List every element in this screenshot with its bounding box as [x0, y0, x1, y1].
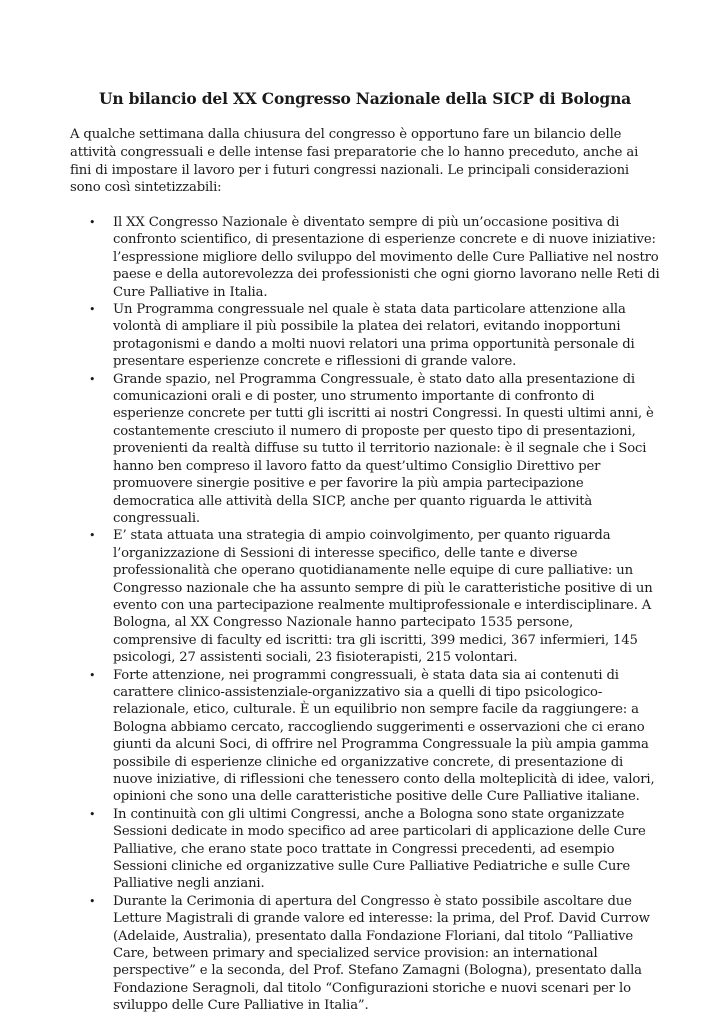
list-item-text: Un Programma congressuale nel quale è stata data particolare attenzione alla volontà di ampliare il più possibile la platea dei relatori, evitando inopportuni protagonismi e dando a molti nuovi relatori una prima opportunità personale di presentare esperienze concrete e riflessioni di grande valore. [113, 302, 635, 370]
list-item-text: E’ stata attuata una strategia di ampio coinvolgimento, per quanto riguarda l’organizzazione di Sessioni di interesse specifico, delle tante e diverse professionalità che operano quotidianamente nelle equipe di cure palliative: un Congresso nazionale che ha assunto sempre di più le caratteristiche positive di un evento con una partecipazione realmente multiprofessionale e interdisciplinare. A Bologna, al XX Congresso Nazionale hanno partecipato 1535 persone, comprensive di faculty ed iscritti: tra gli iscritti, 399 medici, 367 infermieri, 145 psicologi, 27 assistenti sociali, 23 fisioterapisti, 215 volontari. [113, 528, 653, 666]
bullet-icon: • [89, 807, 96, 821]
bullet-icon: • [89, 894, 96, 908]
list-item-text: Il XX Congresso Nazionale è diventato sempre di più un’occasione positiva di confronto scientifico, di presentazione di esperienze concrete e di nuove iniziative: l’espressione migliore dello sviluppo del movimento delle Cure Palliative nel nostro paese e della autorevolezza dei professionisti che ogni giorno lavorano nelle Reti di Cure Palliative in Italia. [113, 215, 660, 300]
list-item [70, 527, 660, 666]
list-item [70, 893, 660, 1015]
list-item-text: In continuità con gli ultimi Congressi, anche a Bologna sono state organizzate Sessioni dedicate in modo specifico ad aree particolari di applicazione delle Cure Palliative, che erano state poco trattate in Congressi precedenti, ad esempio Sessioni cliniche ed organizzative sulle Cure Palliative Pediatriche e sulle Cure Palliative negli anziani. [113, 806, 646, 892]
list-item [70, 214, 660, 301]
list-item-text: Grande spazio, nel Programma Congressuale, è stato dato alla presentazione di comunicazioni orali e di poster, uno strumento importante di confronto di esperienze concrete per tutti gli iscritti ai nostri Congressi. In questi ultimi anni, è costantemente cresciuto il numero di proposte per questo tipo di presentazioni, provenienti da realtà diffuse su tutto il territorio nazionale: è il segnale che i Soci hanno ben compreso il lavoro fatto da quest’ultimo Consiglio Direttivo per promuovere sinergie positive e per favorire la più ampia partecipazione democratica alle attività della SICP, anche per quanto riguarda le attività congressuali. [113, 371, 654, 526]
bullet-icon: • [89, 303, 96, 317]
bullet-icon: • [89, 372, 96, 386]
list-item-text: Forte attenzione, nei programmi congressuali, è stata data sia ai contenuti di carattere clinico-assistenziale-organizzativo sia a quelli di tipo psicologico-relazionale, etico, culturale. È un equilibrio non sempre facile da raggiungere: a Bologna abbiamo cercato, raccogliendo suggerimenti e osservazioni che ci erano giunti da alcuni Soci, di offrire nel Programma Congressuale la più ampia gamma possibile di esperienze cliniche ed organizzative concrete, di presentazione di nuove iniziative, di riflessioni che tenessero conto della molteplicità di idee, valori, opinioni che sono una delle caratteristiche positive delle Cure Palliative italiane. [113, 667, 655, 805]
list-item [70, 806, 660, 893]
bullet-icon: • [89, 668, 96, 682]
list-item [70, 371, 660, 528]
considerations-list [70, 214, 660, 1015]
list-item [70, 667, 660, 806]
bullet-icon: • [89, 216, 96, 229]
list-item [70, 301, 660, 371]
bullet-icon: • [89, 529, 96, 543]
document-title: Un bilancio del XX Congresso Nazionale della SICP di Bologna [99, 89, 631, 108]
intro-paragraph: A qualche settimana dalla chiusura del congresso è opportuno fare un bilancio delle attività congressuali e delle intense fasi preparatorie che lo hanno preceduto, anche ai fini di impostare il lavoro per i futuri congressi nazionali. Le principali considerazioni sono così sintetizzabili: [70, 127, 639, 196]
list-item-text: Durante la Cerimonia di apertura del Congresso è stato possibile ascoltare due Letture Magistrali di grande valore ed interesse: la prima, del Prof. David Currow (Adelaide, Australia), presentato dalla Fondazione Floriani, dal titolo “Palliative Care, between primary and specialized service provision: an international perspective” e la seconda, del Prof. Stefano Zamagni (Bologna), presentato dalla Fondazione Seragnoli, dal titolo “Configurazioni storiche e nuovi scenari per lo sviluppo delle Cure Palliative in Italia”. [113, 893, 650, 1014]
